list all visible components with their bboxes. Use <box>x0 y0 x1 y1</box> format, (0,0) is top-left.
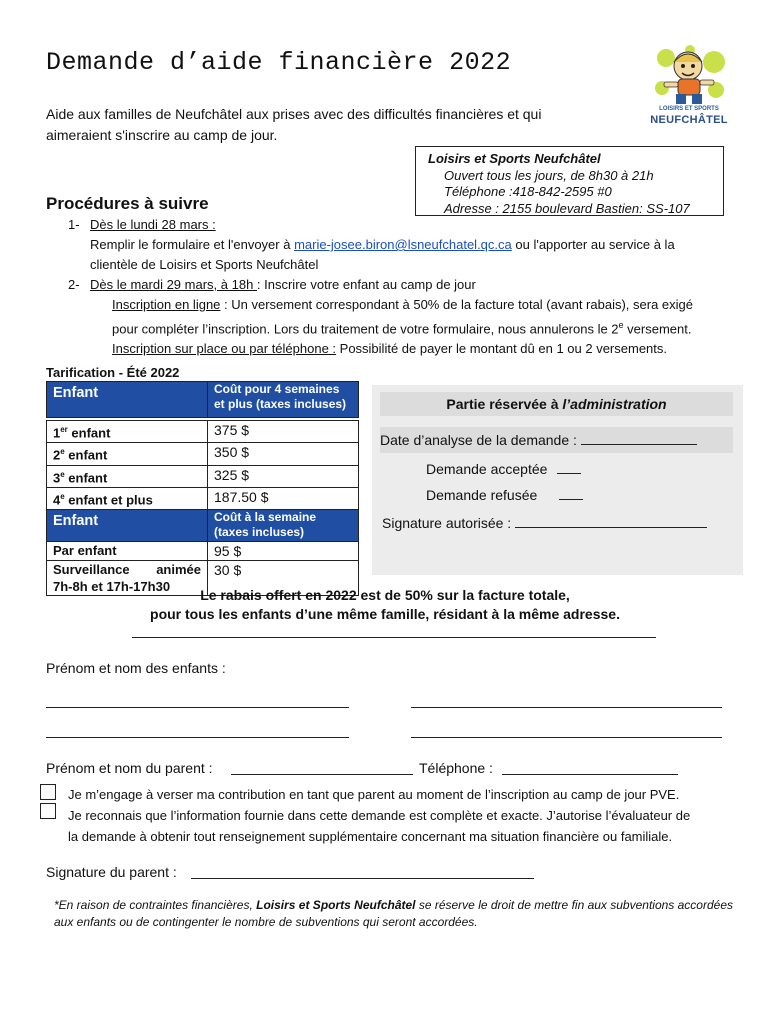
parent-signature-label: Signature du parent : <box>46 864 177 880</box>
contact-hours: Ouvert tous les jours, de 8h30 à 21h <box>444 167 654 183</box>
divider <box>132 637 656 638</box>
parent-name-field[interactable] <box>231 774 413 775</box>
tarif-row-1-price: 375 $ <box>208 421 359 443</box>
table-row <box>47 421 359 443</box>
footnote-org: Loisirs et Sports Neufchâtel <box>256 898 416 912</box>
intro-text: Aide aux familles de Neufchâtel aux prises avec des difficultés financières et qui aimeraient s'inscrire au camp de jour. <box>46 106 542 143</box>
admin-section <box>372 385 743 575</box>
tarif-header-1-col2: Coût pour 4 semaines et plus (taxes incluses) <box>208 382 359 418</box>
online-registration <box>68 295 748 315</box>
online-sup: e <box>618 320 624 330</box>
par-enfant-price: 95 $ <box>208 542 359 561</box>
child-name-field-1[interactable] <box>46 707 349 708</box>
rabais-line-1: Le rabais offert en 2022 est de 50% sur la facture totale, <box>200 587 570 603</box>
tarif-row-3-label: 3e enfant <box>47 465 208 487</box>
child-name-field-2[interactable] <box>411 707 722 708</box>
admin-accepted[interactable] <box>426 461 581 477</box>
page-title: Demande d’aide financière 2022 <box>46 48 512 77</box>
step-1-text-b: ou l'apporter au service à la <box>511 237 675 252</box>
step-1-text-c: clientèle de Loisirs et Sports Neufchâtel <box>90 257 319 272</box>
footnote <box>54 897 744 931</box>
step-2-date: Dès le mardi 29 mars, à 18h <box>90 277 257 292</box>
parent-label: Prénom et nom du parent : <box>46 760 213 776</box>
step-2-number: 2- <box>68 277 80 292</box>
tarif-header-1 <box>47 382 359 418</box>
tarif-header-1-col1: Enfant <box>47 382 208 418</box>
admin-refused-label: Demande refusée <box>426 487 538 503</box>
tarif-row-2-price: 350 $ <box>208 443 359 465</box>
step-1-date: Dès le lundi 28 mars : <box>90 217 216 232</box>
phone-label: Téléphone : <box>419 760 493 776</box>
table-row <box>47 443 359 465</box>
engage-line-3: la demande à obtenir tout renseignement supplémentaire concernant ma situation financière ou familiale. <box>68 829 673 844</box>
engage-line-2: Je reconnais que l’information fournie dans cette demande est complète et exacte. J’autorise l’évaluateur de <box>68 808 691 823</box>
tarif-row-2-label: 2e enfant <box>47 443 208 465</box>
tarif-row-4-price: 187.50 $ <box>208 487 359 509</box>
engage-checkbox[interactable] <box>40 784 56 800</box>
step-1-text <box>68 235 748 255</box>
contact-address: Adresse : 2155 boulevard Bastien: SS-107 <box>444 200 690 216</box>
surveillance-price: 30 $ <box>208 561 359 596</box>
children-label: Prénom et nom des enfants : <box>46 660 226 676</box>
tarif-row-3-price: 325 $ <box>208 465 359 487</box>
contact-box <box>415 146 724 216</box>
online-text-2a: pour compléter l’inscription. Lors du traitement de votre formulaire, nous annulerons le 2 <box>112 321 619 337</box>
child-name-field-4[interactable] <box>411 737 722 738</box>
logo-subtitle: LOISIRS ET SPORTS <box>659 106 719 112</box>
table-row <box>47 487 359 509</box>
tarif-row-1-label: 1er enfant <box>47 421 208 443</box>
procedures-list <box>68 215 748 359</box>
online-text-2 <box>68 315 748 339</box>
admin-date-field[interactable] <box>380 427 733 453</box>
phone-field[interactable] <box>502 774 678 775</box>
step-2 <box>68 275 748 295</box>
acknowledge-checkbox[interactable] <box>40 803 56 819</box>
tarif-header-2-col2: Coût à la semaine (taxes incluses) <box>208 510 359 542</box>
admin-title: Partie réservée à l’administration <box>380 392 733 416</box>
tarif-title: Tarification - Été 2022 <box>46 365 180 380</box>
rabais-notice <box>40 586 730 624</box>
step-1-text-a: Remplir le formulaire et l'envoyer à <box>90 237 295 252</box>
engage-line-1: Je m’engage à verser ma contribution en tant que parent au moment de l’inscription au camp de jour PVE. <box>68 787 680 802</box>
tarif-header-2-col1: Enfant <box>47 510 208 542</box>
online-text-3: versement. <box>623 321 692 337</box>
onsite-registration <box>68 339 748 359</box>
parent-signature-field[interactable] <box>191 878 534 879</box>
engagement-text <box>68 784 748 847</box>
tarif-row-4-label: 4e enfant et plus <box>47 487 208 509</box>
onsite-label: Inscription sur place ou par téléphone : <box>112 341 337 357</box>
procedures-heading: Procédures à suivre <box>46 194 209 213</box>
child-name-field-3[interactable] <box>46 737 349 738</box>
footnote-a: *En raison de contraintes financières, <box>54 898 257 912</box>
admin-signature-label: Signature autorisée : <box>382 515 516 531</box>
admin-refused[interactable] <box>426 487 583 503</box>
step-2-text: : Inscrire votre enfant au camp de jour <box>256 277 476 292</box>
online-text: : Un versement correspondant à 50% de la facture total (avant rabais), sera exigé <box>220 297 693 312</box>
logo-title: NEUFCHÂTEL <box>650 114 728 126</box>
par-enfant-label: Par enfant <box>47 542 208 561</box>
online-label: Inscription en ligne <box>112 297 221 312</box>
onsite-text: Possibilité de payer le montant dû en 1 ou 2 versements. <box>336 341 667 357</box>
email-link[interactable]: marie-josee.biron@lsneufchatel.qc.ca <box>294 237 512 252</box>
admin-date-label: Date d’analyse de la demande : <box>380 432 581 448</box>
admin-signature-field[interactable] <box>382 515 707 531</box>
step-1 <box>68 215 748 235</box>
contact-phone: Téléphone :418-842-2595 #0 <box>444 184 612 199</box>
footnote-c: se réserve le droit de mettre fin aux subventions accordées aux enfants ou de contingenter le nombre de subventions qui seront accordées. <box>54 898 733 929</box>
surveillance-label: Surveillance animée 7h-8h et 17h-17h30 <box>47 561 208 596</box>
step-1-number: 1- <box>68 217 80 232</box>
admin-accepted-label: Demande acceptée <box>426 461 548 477</box>
tarif-header-2 <box>47 510 359 542</box>
table-row <box>47 465 359 487</box>
table-row <box>47 542 359 561</box>
mascot-icon <box>646 44 732 108</box>
contact-org: Loisirs et Sports Neufchâtel <box>428 151 601 166</box>
logo <box>646 44 732 136</box>
rabais-line-2: pour tous les enfants d’une même famille, résidant à la même adresse. <box>150 606 620 622</box>
tarif-table <box>46 381 359 596</box>
